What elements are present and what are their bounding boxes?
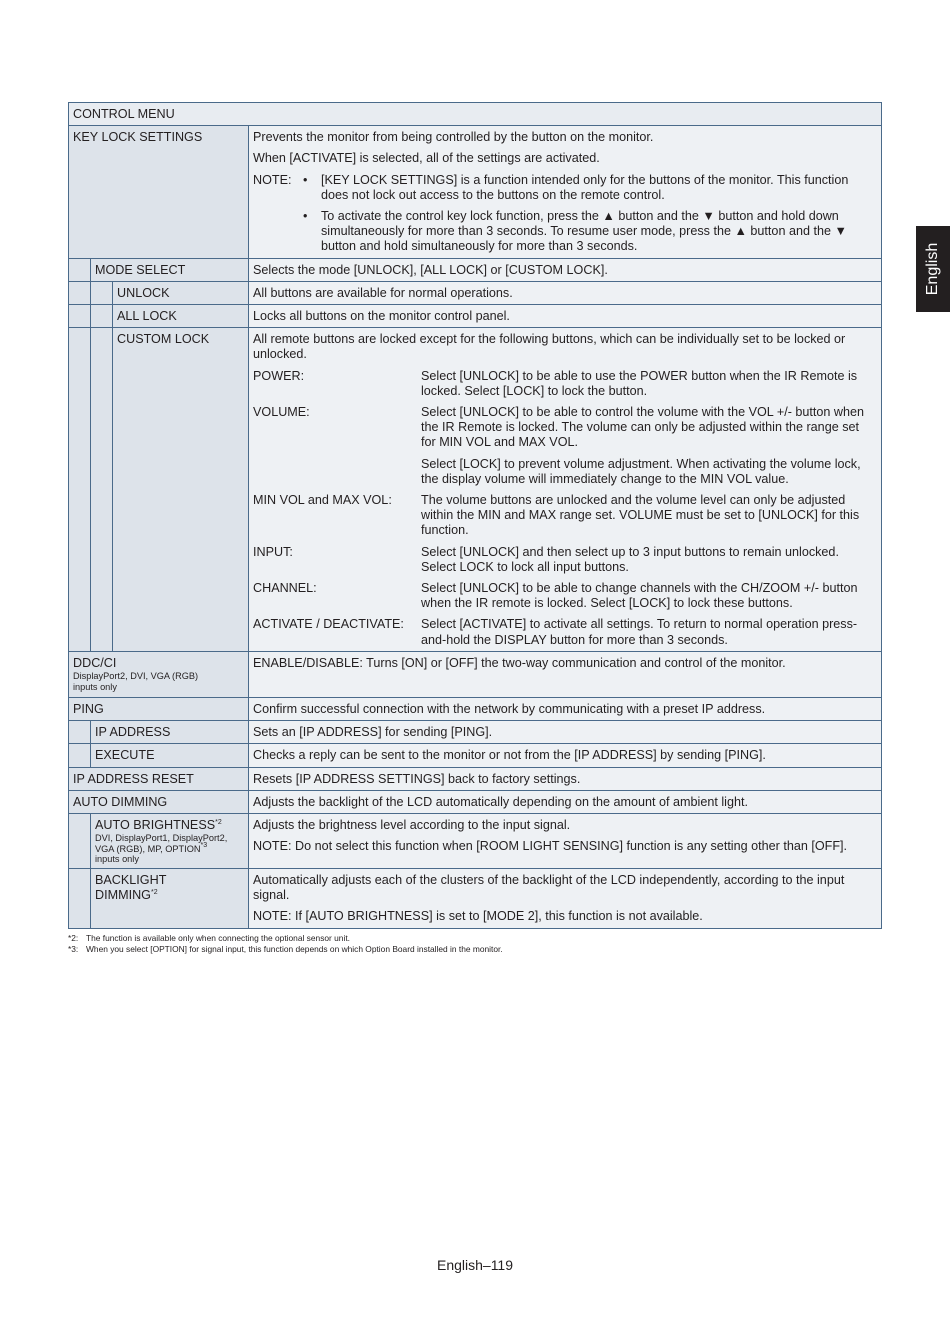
language-side-tab — [916, 226, 950, 312]
item-key: ACTIVATE / DEACTIVATE: — [253, 617, 404, 632]
table-row-auto-dimming — [69, 790, 881, 813]
table-header-row — [69, 103, 881, 125]
table-row-custom-lock — [69, 327, 881, 651]
ping-desc: Confirm successful connection with the network by communicating with a preset IP address. — [249, 698, 881, 720]
unlock-label: UNLOCK — [117, 285, 170, 300]
item-value: Select [UNLOCK] and then select up to 3 input buttons to remain unlocked. Select LOCK to lock all input buttons. — [421, 544, 839, 574]
item-key: VOLUME: — [253, 405, 310, 420]
bullet: • — [303, 209, 308, 224]
table-row-backlight-dimming — [69, 868, 881, 928]
ping-label: PING — [73, 701, 104, 716]
table-row-key-lock — [69, 125, 881, 257]
unlock-desc: All buttons are available for normal operations. — [249, 282, 881, 304]
footnotes — [68, 933, 503, 955]
page-number: English–119 — [436, 1257, 514, 1273]
item-key: MIN VOL and MAX VOL: — [253, 493, 392, 508]
custom-lock-desc: All remote buttons are locked except for the following buttons, which can be individually set to be locked or unlocked. — [253, 332, 846, 362]
item-value: Select [ACTIVATE] to activate all settings. To return to normal operation press-and-hold the DISPLAY button for more than 3 seconds. — [421, 617, 858, 647]
key-lock-note1: [KEY LOCK SETTINGS] is a function intended only for the buttons of the monitor. This function does not lock out access to the buttons on the remote control. — [321, 172, 849, 202]
execute-label: EXECUTE — [95, 748, 155, 763]
bullet: • — [303, 172, 308, 187]
auto-dimming-label: AUTO DIMMING — [73, 794, 168, 809]
ip-address-label: IP ADDRESS — [95, 725, 171, 740]
ddc-ci-label: DDC/CI — [73, 655, 117, 670]
item-value: Select [UNLOCK] to be able to control the volume with the VOL +/- button when the IR Remote is locked. The volume can only be adjusted within the range set for MIN VOL and MAX VOL. — [421, 405, 865, 450]
footnote-mark: *3 — [200, 841, 208, 849]
control-menu-table — [68, 102, 882, 929]
table-header: CONTROL MENU — [69, 103, 881, 125]
custom-lock-item — [253, 581, 877, 611]
note-label: NOTE: — [253, 172, 292, 187]
mode-select-label: MODE SELECT — [95, 262, 186, 277]
auto-brightness-desc2: NOTE: Do not select this function when [ROOM LIGHT SENSING] function is any setting other than [OFF]. — [253, 839, 848, 854]
ip-reset-desc: Resets [IP ADDRESS SETTINGS] back to factory settings. — [249, 768, 881, 790]
key-lock-desc1: Prevents the monitor from being controlled by the button on the monitor. — [253, 130, 654, 145]
side-tab-label: English — [924, 242, 941, 296]
custom-lock-item — [253, 493, 877, 539]
item-value: The volume buttons are unlocked and the volume level can only be adjusted within the MIN and MAX range set. VOLUME must be set to [UNLOCK] for this function. — [421, 493, 860, 538]
ip-reset-label: IP ADDRESS RESET — [73, 771, 194, 786]
auto-brightness-sub: DVI, DisplayPort1, DisplayPort2, VGA (RGB), MP, OPTION — [95, 833, 228, 854]
table-row-ip-address — [69, 720, 881, 743]
key-lock-note2: To activate the control key lock function, press the ▲ button and the ▼ button and hold down simultaneously for more than 3 seconds. To resume user mode, press the ▲ button and the ▼ button and hold simultaneously for more than 3 seconds. — [321, 209, 847, 254]
item-key: CHANNEL: — [253, 581, 317, 596]
custom-lock-item — [253, 369, 877, 399]
auto-dimming-desc: Adjusts the backlight of the LCD automatically depending on the amount of ambient light. — [249, 791, 881, 813]
auto-brightness-sub2: inputs only — [95, 854, 139, 865]
footnote-mark: *2 — [150, 889, 158, 897]
item-key: INPUT: — [253, 544, 293, 559]
table-row-ping — [69, 697, 881, 720]
footnote — [68, 933, 503, 944]
item-value: Select [UNLOCK] to be able to use the POWER button when the IR Remote is locked. Select [LOCK] to lock the button. — [421, 368, 858, 398]
backlight-dimming-desc1: Automatically adjusts each of the clusters of the backlight of the LCD independently, according to the input signal. — [253, 872, 845, 903]
all-lock-desc: Locks all buttons on the monitor control panel. — [249, 305, 881, 327]
table-row-mode-select — [69, 258, 881, 281]
auto-brightness-desc1: Adjusts the brightness level according to the input signal. — [253, 817, 571, 832]
backlight-dimming-desc2: NOTE: If [AUTO BRIGHTNESS] is set to [MODE 2], this function is not available. — [253, 909, 703, 924]
key-lock-label: KEY LOCK SETTINGS — [73, 130, 203, 145]
backlight-dimming-label2: DIMMING — [95, 888, 151, 903]
ip-address-desc: Sets an [IP ADDRESS] for sending [PING]. — [249, 721, 881, 743]
item-value: Select [UNLOCK] to be able to change channels with the CH/ZOOM +/- button when the IR remote is locked. Select [LOCK] to lock these buttons. — [421, 581, 858, 611]
table-row-all-lock — [69, 304, 881, 327]
table-row-unlock — [69, 281, 881, 304]
table-row-ip-reset — [69, 767, 881, 790]
item-key: POWER: — [253, 368, 305, 383]
custom-lock-item — [253, 545, 877, 575]
table-row-auto-brightness — [69, 813, 881, 868]
ddc-ci-sub: DisplayPort2, DVI, VGA (RGB) inputs only — [73, 671, 199, 692]
footnote-text: When you select [OPTION] for signal input, this function depends on which Option Board installed in the monitor. — [86, 944, 503, 954]
footnote — [68, 944, 503, 955]
table-row-ddc-ci — [69, 651, 881, 697]
custom-lock-label: CUSTOM LOCK — [117, 332, 210, 347]
all-lock-label: ALL LOCK — [117, 309, 177, 324]
auto-brightness-label: AUTO BRIGHTNESS — [95, 817, 216, 832]
ddc-ci-desc: ENABLE/DISABLE: Turns [ON] or [OFF] the two-way communication and control of the monitor. — [249, 652, 881, 697]
footnote-text: The function is available only when connecting the optional sensor unit. — [86, 933, 350, 943]
footnote-mark: *2 — [215, 818, 222, 826]
key-lock-note — [253, 173, 877, 255]
footnote-mark: *2: — [68, 933, 79, 943]
table-row-execute — [69, 743, 881, 766]
execute-desc: Checks a reply can be sent to the monitor or not from the [IP ADDRESS] by sending [PING]. — [249, 744, 881, 766]
footnote-mark: *3: — [68, 944, 79, 954]
custom-lock-item — [253, 617, 877, 647]
item-value: Select [LOCK] to prevent volume adjustment. When activating the volume lock, the display volume will immediately change to the MIN VOL value. — [421, 456, 861, 486]
mode-select-desc: Selects the mode [UNLOCK], [ALL LOCK] or [CUSTOM LOCK]. — [249, 259, 881, 281]
custom-lock-item — [253, 405, 877, 487]
key-lock-desc2: When [ACTIVATE] is selected, all of the settings are activated. — [253, 151, 600, 166]
backlight-dimming-label1: BACKLIGHT — [95, 872, 167, 887]
